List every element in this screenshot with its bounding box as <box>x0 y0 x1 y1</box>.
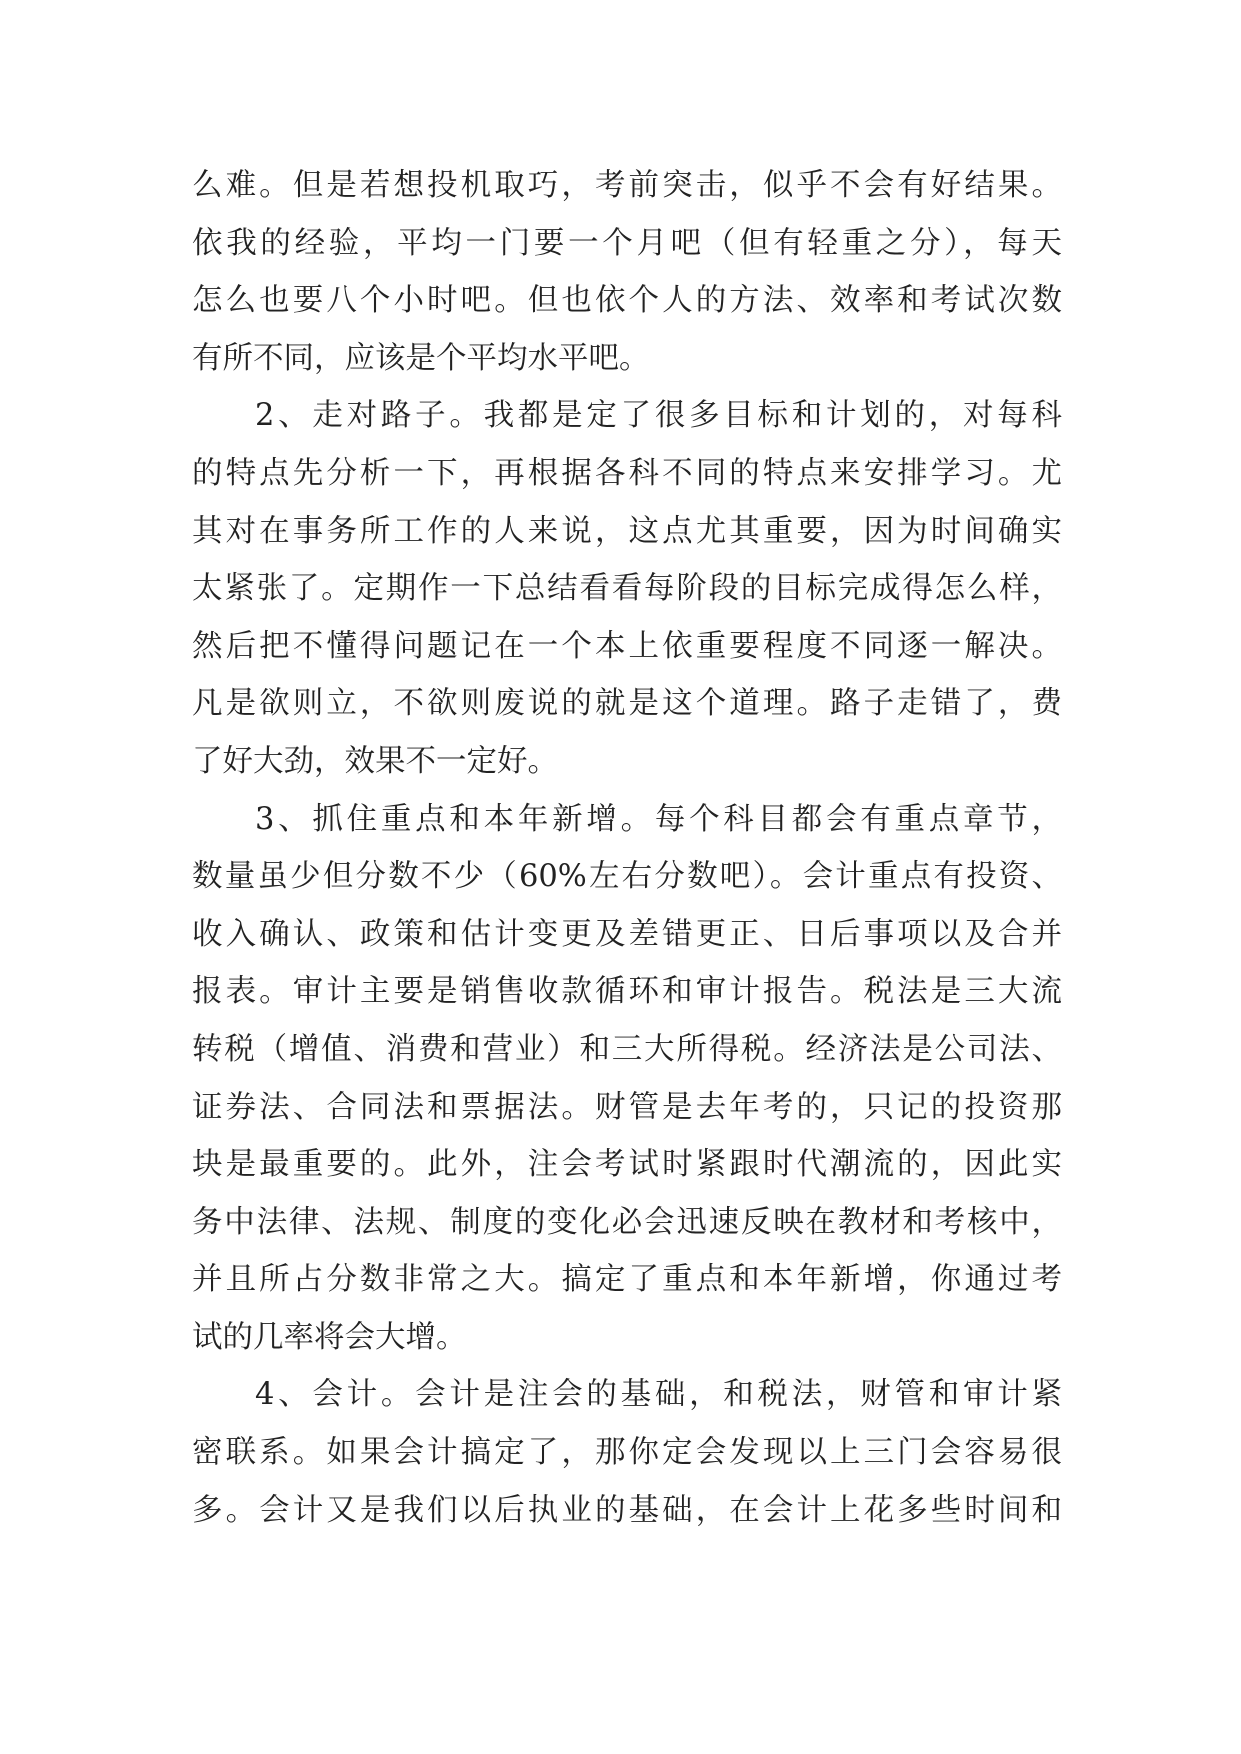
text-line: 密联系。如果会计搞定了，那你定会发现以上三门会容易很 <box>192 1435 1062 1471</box>
text-line: 数量虽少但分数不少（60%左右分数吧）。会计重点有投资、 <box>192 859 1062 895</box>
text-line: 然后把不懂得问题记在一个本上依重要程度不同逐一解决。 <box>192 628 1062 664</box>
text-line: 太紧张了。定期作一下总结看看每阶段的目标完成得怎么样， <box>192 571 1062 607</box>
text-line: 块是最重要的。此外，注会考试时紧跟时代潮流的，因此实 <box>192 1147 1062 1183</box>
text-line: 怎么也要八个小时吧。但也依个人的方法、效率和考试次数 <box>192 283 1062 319</box>
text-line: 多。会计又是我们以后执业的基础，在会计上花多些时间和 <box>192 1492 1062 1528</box>
text-line: 凡是欲则立，不欲则废说的就是这个道理。路子走错了，费 <box>192 686 1062 722</box>
paragraph-first-line: 3、抓住重点和本年新增。每个科目都会有重点章节， <box>255 801 1062 837</box>
body-text <box>192 157 1062 1539</box>
text-line: 了好大劲，效果不一定好。 <box>192 743 558 779</box>
text-line: 的特点先分析一下，再根据各科不同的特点来安排学习。尤 <box>192 455 1062 491</box>
text-line: 证券法、合同法和票据法。财管是去年考的，只记的投资那 <box>192 1089 1062 1125</box>
text-line: 务中法律、法规、制度的变化必会迅速反映在教材和考核中， <box>192 1204 1062 1240</box>
text-line: 其对在事务所工作的人来说，这点尤其重要，因为时间确实 <box>192 513 1062 549</box>
text-line: 收入确认、政策和估计变更及差错更正、日后事项以及合并 <box>192 916 1062 952</box>
text-line: 么难。但是若想投机取巧，考前突击，似乎不会有好结果。 <box>192 168 1062 203</box>
paragraph-first-line: 4、会计。会计是注会的基础，和税法，财管和审计紧 <box>255 1377 1062 1413</box>
text-line: 报表。审计主要是销售收款循环和审计报告。税法是三大流 <box>192 974 1062 1010</box>
paragraph-first-line: 2、走对路子。我都是定了很多目标和计划的，对每科 <box>255 398 1062 434</box>
text-line: 有所不同，应该是个平均水平吧。 <box>192 340 650 376</box>
text-line: 试的几率将会大增。 <box>192 1319 467 1355</box>
text-line: 转税（增值、消费和营业）和三大所得税。经济法是公司法、 <box>192 1031 1062 1067</box>
text-line: 依我的经验，平均一门要一个月吧（但有轻重之分），每天 <box>192 225 1062 261</box>
text-line: 并且所占分数非常之大。搞定了重点和本年新增，你通过考 <box>192 1262 1062 1298</box>
